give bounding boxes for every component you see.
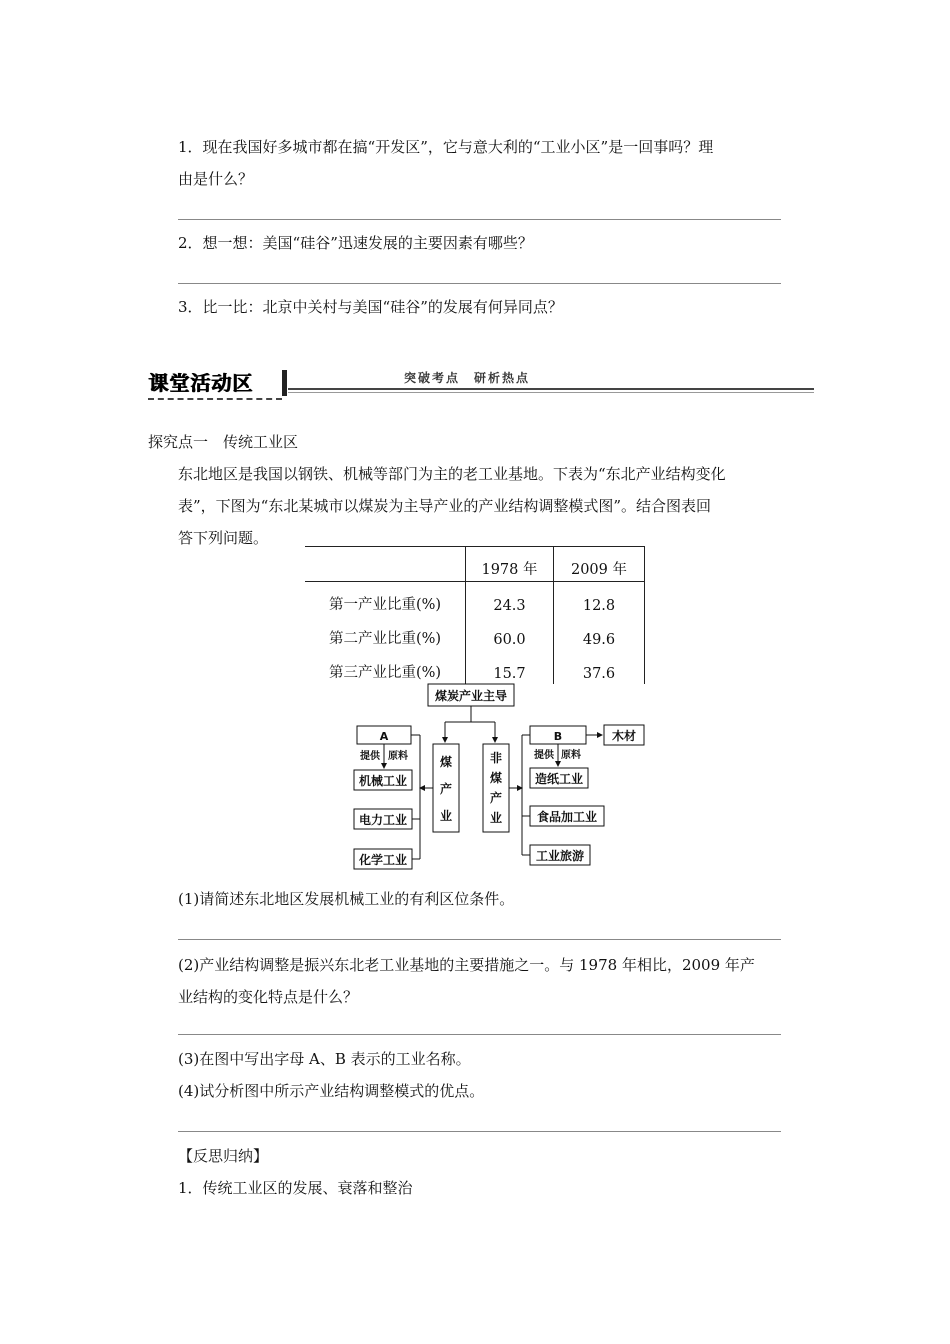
coal-char: 煤 bbox=[439, 755, 453, 769]
diagram-top-label: 煤炭产业主导 bbox=[434, 689, 508, 703]
question-2: 2．想一想：美国“硅谷”迅速发展的主要因素有哪些？ bbox=[178, 234, 533, 252]
label-power: 电力工业 bbox=[358, 813, 408, 827]
sub-question-2-line1: (2)产业结构调整是振兴东北老工业基地的主要措施之一。与 1978 年相比，2009 年产 bbox=[178, 956, 755, 974]
table-header-row bbox=[305, 547, 645, 582]
table-cell: 24.3 bbox=[466, 582, 554, 617]
label-provide-left: 提供 bbox=[360, 751, 380, 762]
table-row bbox=[305, 650, 645, 684]
label-b: B bbox=[553, 730, 563, 743]
label-tourism: 工业旅游 bbox=[535, 849, 585, 863]
industry-restructure-diagram bbox=[350, 682, 650, 872]
table-row bbox=[305, 582, 645, 617]
answer-line bbox=[178, 1034, 781, 1035]
sub-question-2-line2: 业结构的变化特点是什么？ bbox=[178, 988, 359, 1006]
banner-dashed-underline bbox=[148, 398, 282, 400]
label-provide-right: 提供 bbox=[534, 750, 554, 761]
label-material-right: 原料 bbox=[561, 750, 581, 761]
label-a: A bbox=[379, 730, 389, 743]
table-cell: 37.6 bbox=[554, 650, 645, 684]
sub-question-3: (3)在图中写出字母 A、B 表示的工业名称。 bbox=[178, 1050, 471, 1068]
table-cell: 第二产业比重(%) bbox=[328, 631, 442, 647]
table-cell: 49.6 bbox=[554, 616, 645, 650]
reflection-item-1: 1．传统工业区的发展、衰落和整治 bbox=[178, 1179, 413, 1197]
section-intro bbox=[178, 458, 798, 554]
banner-bar bbox=[282, 370, 287, 396]
label-food: 食品加工业 bbox=[536, 810, 598, 824]
question-1-line2: 由是什么？ bbox=[178, 170, 254, 188]
coal-char: 业 bbox=[439, 809, 453, 823]
noncoal-char: 非 bbox=[489, 751, 503, 765]
label-wood: 木材 bbox=[611, 729, 637, 743]
banner-rule-thin bbox=[288, 392, 814, 393]
question-3: 3．比一比：北京中关村与美国“硅谷”的发展有何异同点？ bbox=[178, 298, 563, 316]
table-cell: 第一产业比重(%) bbox=[328, 597, 442, 613]
question-1 bbox=[178, 131, 788, 195]
table-header-cell bbox=[305, 547, 466, 582]
noncoal-char: 煤 bbox=[489, 771, 503, 785]
intro-line: 表”，下图为“东北某城市以煤炭为主导产业的产业结构调整模式图”。结合图表回 bbox=[178, 497, 712, 515]
label-chemical: 化学工业 bbox=[358, 853, 408, 867]
reflection-heading: 【反思归纳】 bbox=[178, 1147, 269, 1165]
sub-question-2 bbox=[178, 949, 788, 1013]
question-1-line1: 1．现在我国好多城市都在搞“开发区”，它与意大利的“工业小区”是一回事吗？理 bbox=[178, 138, 714, 156]
industry-structure-table bbox=[305, 546, 645, 684]
answer-line bbox=[178, 219, 781, 220]
table-cell: 12.8 bbox=[554, 582, 645, 617]
coal-char: 产 bbox=[439, 782, 453, 796]
table-cell: 第三产业比重(%) bbox=[328, 665, 442, 681]
label-machinery: 机械工业 bbox=[358, 774, 408, 788]
banner-subtitle: 突破考点 研析热点 bbox=[404, 371, 531, 385]
noncoal-char: 产 bbox=[489, 791, 503, 805]
banner-rule bbox=[288, 388, 814, 390]
table-cell: 60.0 bbox=[466, 616, 554, 650]
section-heading: 探究点一 传统工业区 bbox=[148, 433, 299, 451]
label-paper: 造纸工业 bbox=[534, 772, 584, 786]
answer-line bbox=[178, 1131, 781, 1132]
table-header-cell: 2009 年 bbox=[554, 547, 645, 582]
table-header-cell: 1978 年 bbox=[466, 547, 554, 582]
sub-question-4: (4)试分析图中所示产业结构调整模式的优点。 bbox=[178, 1082, 485, 1100]
answer-line bbox=[178, 283, 781, 284]
table-row bbox=[305, 616, 645, 650]
table-cell: 15.7 bbox=[466, 650, 554, 684]
noncoal-char: 业 bbox=[489, 811, 503, 825]
intro-line: 答下列问题。 bbox=[178, 529, 269, 547]
section-banner-title: 课堂活动区 bbox=[148, 371, 253, 395]
intro-line: 东北地区是我国以钢铁、机械等部门为主的老工业基地。下表为“东北产业结构变化 bbox=[178, 465, 726, 483]
label-material-left: 原料 bbox=[388, 751, 408, 762]
answer-line bbox=[178, 939, 781, 940]
sub-question-1: (1)请简述东北地区发展机械工业的有利区位条件。 bbox=[178, 890, 515, 908]
